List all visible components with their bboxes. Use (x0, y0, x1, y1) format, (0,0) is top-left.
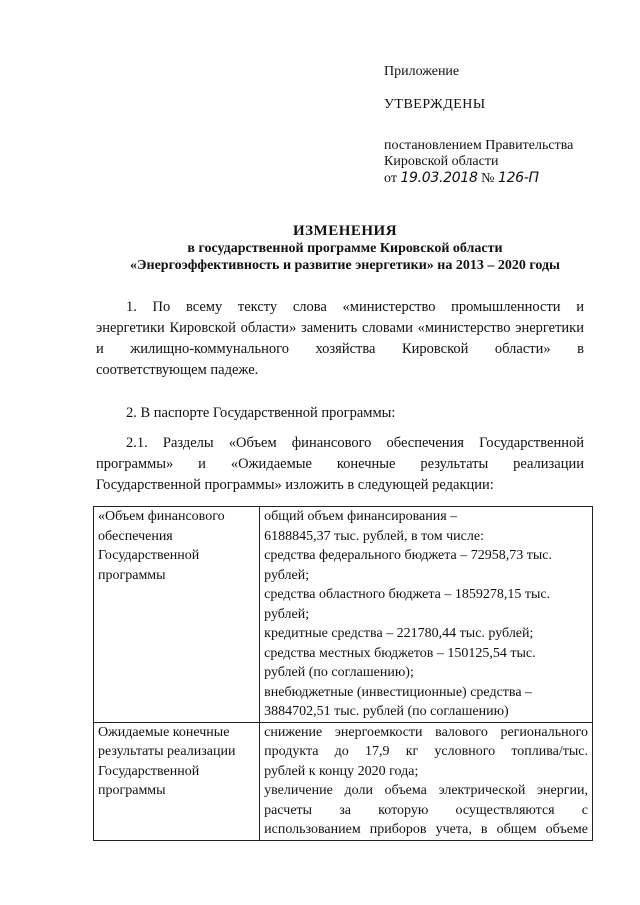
row1-content-line: кредитные средства – 221780,44 тыс. рублей; (264, 626, 534, 641)
paragraph-3 (96, 433, 584, 496)
row1-content-line: рублей (по соглашению); (264, 665, 414, 680)
title-main: ИЗМЕНЕНИЯ (292, 223, 398, 239)
p1-line-3: и жилищно-коммунального хозяйства Кировской области» в (96, 341, 584, 357)
decree-line-1: постановлением Правительства (384, 138, 574, 153)
row1-label-line: обеспечения (98, 528, 173, 544)
row1-content-line: средства федерального бюджета – 72958,73 тыс. (264, 548, 552, 563)
row2-content-line: рублей к концу 2020 года; (264, 763, 419, 779)
row2-content-line: использованием приборов учета, в общем объеме (264, 822, 588, 837)
p3-line-1: 2.1. Разделы «Объем финансового обеспечения Государственной (126, 435, 584, 451)
paragraph-1 (96, 297, 584, 381)
row2-label-line: Ожидаемые конечные (98, 724, 230, 740)
table-cell-label (94, 507, 260, 723)
row1-label-line: «Объем финансового (98, 509, 225, 524)
title-line-3: «Энергоэффективность и развитие энергетики» на 2013 – 2020 годы (130, 258, 560, 273)
table-row (94, 722, 593, 840)
table-cell-label (94, 722, 260, 840)
table-row (94, 507, 593, 723)
table-cell-content (260, 507, 593, 723)
decree-line-2: Кировской области (384, 154, 499, 169)
appendix-label: Приложение (384, 64, 460, 79)
approved-label: УТВЕРЖДЕНЫ (384, 97, 486, 112)
p3-line-2: программы» и «Ожидаемые конечные результаты реализации (96, 456, 584, 472)
row1-label-line: программы (98, 567, 166, 583)
row1-content-line: рублей; (264, 606, 310, 622)
number-prefix: № (481, 171, 495, 186)
table-cell-content (260, 722, 593, 840)
row2-content-line: снижение энергоемкости валового регионального (264, 724, 588, 740)
row2-content-line: расчеты за которую осуществляются с (264, 802, 588, 818)
paragraph-2 (96, 403, 584, 424)
row1-content-line: средства областного бюджета – 1859278,15 тыс. (264, 587, 551, 602)
row1-content-line: общий объем финансирования – (264, 509, 458, 524)
row1-content-line: рублей; (264, 567, 310, 583)
row2-label-line: программы (98, 783, 166, 798)
p3-line-3: Государственной программы» изложить в следующей редакции: (96, 477, 494, 493)
row2-content-line: продукта до 17,9 кг условного топлива/тыс. (264, 744, 588, 759)
date-prefix: от (384, 171, 397, 186)
row1-content-line: внебюджетные (инвестиционные) средства – (264, 684, 533, 700)
p1-line-2: энергетики Кировской области» заменить словами «министерство энергетики (96, 320, 584, 336)
p1-line-1: 1. По всему тексту слова «министерство промышленности и (126, 299, 584, 315)
row1-label-line: Государственной (98, 548, 200, 563)
handwritten-date: 19.03.2018 (400, 170, 478, 186)
row1-content-line: 3884702,51 тыс. рублей (по соглашению) (264, 704, 509, 719)
row1-content-line: средства местных бюджетов – 150125,54 тыс. (264, 645, 536, 661)
row2-content-line: увеличение доли объема электрической энергии, (264, 783, 588, 798)
row2-label-line: результаты реализации (98, 744, 236, 759)
title-line-2: в государственной программе Кировской области (187, 241, 503, 256)
row2-label-line: Государственной (98, 763, 200, 779)
passport-table (93, 506, 593, 841)
handwritten-number: 126-П (497, 170, 539, 186)
decree-date-line (384, 170, 539, 187)
document-title (60, 222, 630, 274)
p2-line: 2. В паспорте Государственной программы: (126, 405, 396, 421)
row1-content-line: 6188845,37 тыс. рублей, в том числе: (264, 528, 484, 544)
p1-line-4: соответствующем падеже. (96, 362, 259, 378)
